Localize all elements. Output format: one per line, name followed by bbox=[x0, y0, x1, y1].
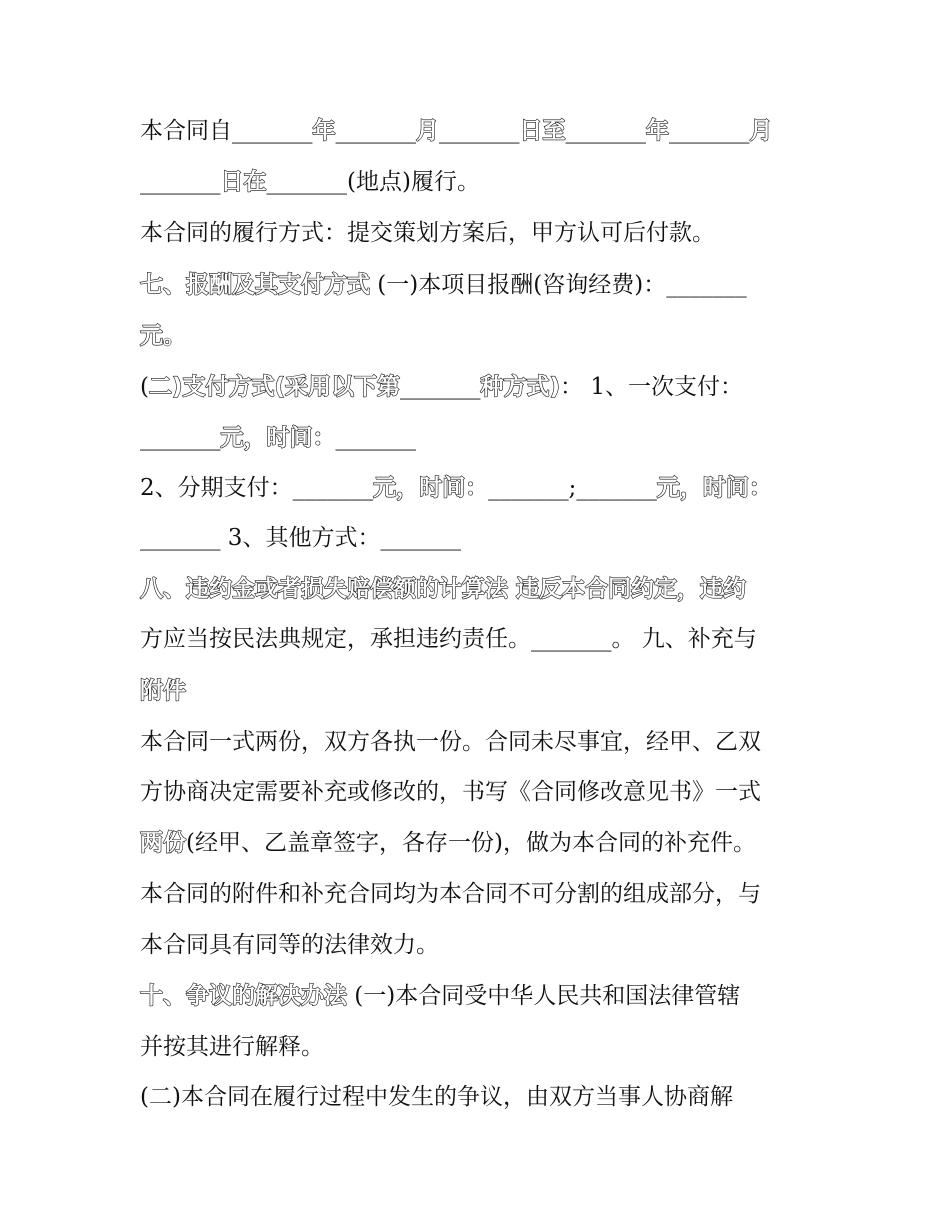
section-heading: 十、争议的解决办法 bbox=[140, 983, 347, 1009]
method-suffix-label: 种方式) bbox=[480, 374, 561, 400]
single-payment-line bbox=[140, 423, 810, 453]
paragraph-text: 方协商决定需要补充或修改的，书写《合同修改意见书》一式 bbox=[140, 779, 761, 805]
paragraph-text: 2、分期支付：_______ bbox=[140, 475, 374, 501]
performance-method-line bbox=[140, 218, 810, 248]
two-copies-line bbox=[140, 828, 810, 858]
other-method-line bbox=[140, 523, 810, 553]
appendix-line bbox=[140, 879, 810, 909]
yuan-time-label: 元，时间： bbox=[656, 475, 772, 501]
blank-field: _______ bbox=[335, 425, 416, 451]
amendment-line bbox=[140, 777, 810, 807]
interpretation-line bbox=[140, 1032, 810, 1062]
paragraph-text: 方应当按民法典规定，承担违约责任。_______。 九、补充与 bbox=[140, 626, 757, 652]
paragraph-text: (经甲、乙盖章签字，各存一份)，做为本合同的补充件。 bbox=[186, 830, 756, 856]
year-label: 年 bbox=[646, 118, 669, 144]
blank-field: _______ bbox=[669, 118, 750, 144]
date-text: 本合同自_______ bbox=[140, 118, 313, 144]
blank-field: _______ bbox=[140, 169, 221, 195]
paragraph-text: 本合同的履行方式：提交策划方案后，甲方认可后付款。 bbox=[140, 220, 715, 246]
section-heading: 附件 bbox=[140, 678, 186, 704]
paragraph-text: (一)本合同受中华人民共和国法律管辖 bbox=[347, 983, 741, 1009]
section-heading: 七、报酬及其支付方式 bbox=[140, 272, 370, 298]
day-to-label: 日至 bbox=[519, 118, 566, 144]
liability-line bbox=[140, 624, 810, 654]
blank-field: _______ bbox=[140, 425, 221, 451]
month-label: 月 bbox=[749, 118, 773, 144]
paragraph-text: _______ 3、其他方式：_______ bbox=[140, 525, 461, 551]
installment-line bbox=[140, 473, 810, 503]
month-label: 月 bbox=[416, 118, 439, 144]
two-copies-label: 两份 bbox=[140, 830, 186, 856]
day-at-label: 日在 bbox=[220, 169, 267, 195]
paragraph-text: ： 1、一次支付： bbox=[560, 374, 743, 400]
legal-effect-line bbox=[140, 930, 810, 960]
section-7-heading-line bbox=[140, 270, 810, 300]
dispute-line bbox=[140, 1082, 810, 1112]
yuan-time-label: 元，时间： bbox=[220, 425, 336, 451]
blank-field: _______ bbox=[400, 374, 481, 400]
paragraph-text: (二)本合同在履行过程中发生的争议，由双方当事人协商解 bbox=[140, 1084, 733, 1110]
blank-field: _______;_______ bbox=[488, 475, 657, 501]
date-range-line bbox=[140, 116, 810, 146]
section-heading: 八、违约金或者损失赔偿额的计算法 违反本合同约定，违约 bbox=[140, 576, 747, 602]
yuan-label: 元。 bbox=[140, 323, 186, 349]
copies-line bbox=[140, 727, 810, 757]
year-label: 年 bbox=[312, 118, 336, 144]
paren-text: ( bbox=[140, 374, 149, 400]
paragraph-text: 并按其进行解释。 bbox=[140, 1034, 324, 1060]
paragraph-text: 本合同具有同等的法律效力。 bbox=[140, 932, 439, 958]
location-line bbox=[140, 167, 810, 197]
payment-method-line bbox=[140, 372, 810, 402]
section-8-heading-line bbox=[140, 574, 810, 604]
paragraph-text: 本合同的附件和补充合同均为本合同不可分割的组成部分，与 bbox=[140, 881, 761, 907]
payment-method-label: 二)支付方式(采用以下第 bbox=[148, 374, 401, 400]
blank-field: _______ bbox=[335, 118, 416, 144]
attachment-line bbox=[140, 676, 810, 706]
paragraph-text: (一)本项目报酬(咨询经费)：_______ bbox=[370, 272, 747, 298]
paragraph-text: 本合同一式两份，双方各执一份。合同未尽事宜，经甲、乙双 bbox=[140, 729, 761, 755]
yuan-time-label: 元，时间： bbox=[373, 475, 489, 501]
section-10-heading-line bbox=[140, 981, 810, 1011]
yuan-line bbox=[140, 321, 810, 351]
blank-field: _______ bbox=[565, 118, 646, 144]
blank-field: _______ bbox=[439, 118, 520, 144]
location-text: _______(地点)履行。 bbox=[266, 169, 480, 195]
